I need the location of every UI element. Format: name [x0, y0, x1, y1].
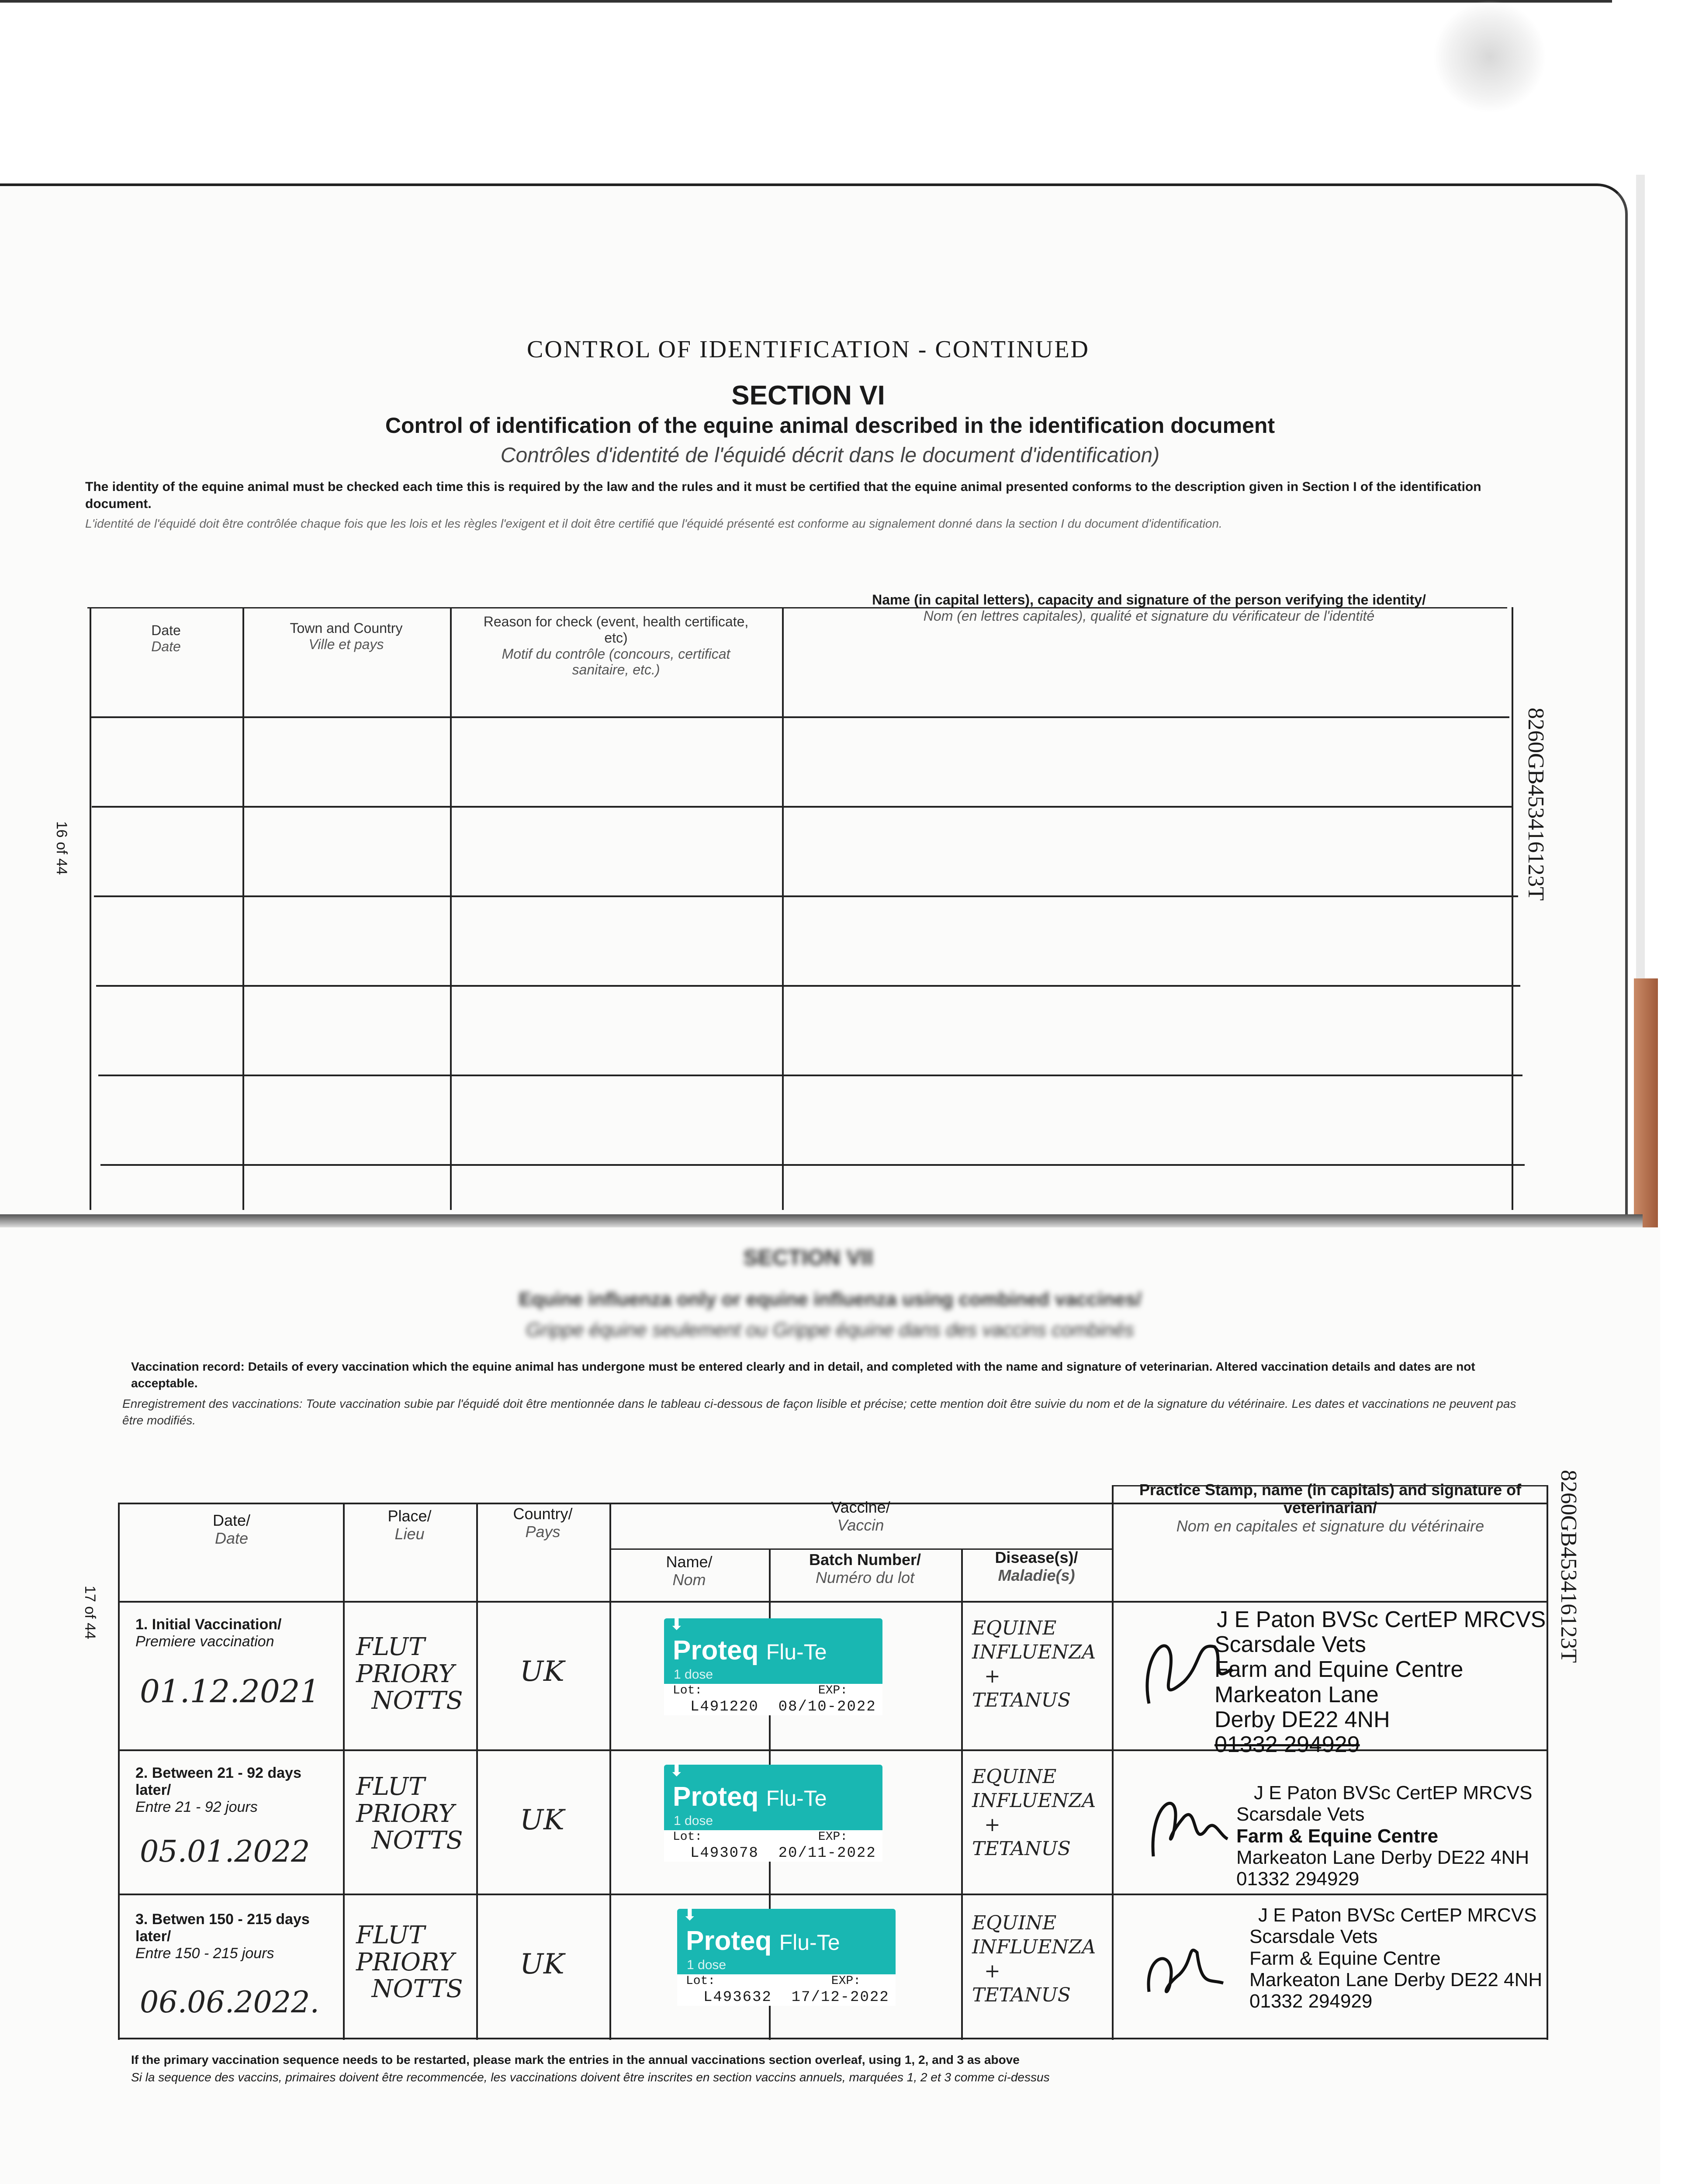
row2-date: 05.01.2022 [140, 1835, 310, 1869]
vaccination-intro-fr: Enregistrement des vaccinations: Toute vaccination subie par l'équidé doit être mentionnée dans le tableau ci-dessous de façon lisible et précise; cette mention doit être suivie du nom et de la signature du vétérinaire. Les dates et vaccinations ne peuvent pas être modifiés. [122, 1397, 1516, 1427]
section-subtitle-fr: Contrôles d'identité de l'équidé décrit dans le document d'identification) [500, 444, 1160, 467]
row1-vet-stamp: J E Paton BVSc CertEP MRCVS Scarsdale Vets Farm and Equine Centre Markeaton Lane Derby DE22 4NH 01332 294929 [1214, 1607, 1546, 1757]
row2-vaccine-sticker: ⬇ Proteq Flu-Te 1 dose Lot: EXP: L493078 20/11-2022 [664, 1765, 882, 1862]
col-name-header: Name/ Nom [666, 1553, 713, 1589]
scan-smudge [1433, 0, 1547, 114]
row1-label: 1. Initial Vaccination/ Premiere vaccination [135, 1616, 282, 1650]
col-town-header: Town and Country Ville et pays [290, 620, 403, 652]
row2-country: UK [520, 1804, 564, 1836]
row3-lot: L493632 [703, 1989, 772, 2006]
intro-text-fr: L'identité de l'équidé doit être contrôlée chaque fois que les lois et les règles l'exigent et il doit être certifié que l'équidé présenté est conforme au signalement donné dans la section I du document d'identification. [85, 517, 1222, 530]
row3-place: FLUT PRIORY NOTTS [356, 1921, 463, 2004]
page-border [0, 0, 1612, 3]
row2-disease: EQUINE INFLUENZA + TETANUS [972, 1766, 1096, 1860]
doc-id-bottom: 8260GB453416123T [1556, 1470, 1581, 1663]
section-vii-subtitle: Equine influenza only or equine influenza using combined vaccines/ [519, 1289, 1142, 1310]
col-stamp-header: Practice Stamp, name (in capitals) and signature of veterinarian/ Nom en capitales et signature du vétérinaire [1139, 1481, 1522, 1535]
section-subtitle: Control of identification of the equine animal described in the identification document [385, 413, 1275, 438]
row3-disease: EQUINE INFLUENZA + TETANUS [972, 1912, 1096, 2006]
page-edge [1636, 175, 1645, 978]
row2-vet-stamp: J E Paton BVSc CertEP MRCVS Scarsdale Vets Farm & Equine Centre Markeaton Lane Derby DE22 4NH 01332 294929 [1236, 1782, 1533, 1890]
row1-vaccine-sticker: ⬇ Proteq Flu-Te 1 dose Lot: EXP: L491220 08/10-2022 [664, 1618, 882, 1715]
row1-exp: 08/10-2022 [778, 1699, 876, 1715]
col-disease-header: Disease(s)/ Maladie(s) [995, 1548, 1078, 1585]
section-vii-subtitle-fr: Grippe équine seulement ou Grippe équine dans des vaccins combinés [526, 1319, 1134, 1341]
row1-date: 01.12.2021 [140, 1673, 320, 1710]
row3-exp: 17/12-2022 [791, 1989, 889, 2006]
col-date-header-v: Date/ Date [212, 1511, 251, 1548]
col-verifier-header: Name (in capital letters), capacity and signature of the person verifying the identity/ Nom (en lettres capitales), qualité et signature du vérificateur de l'identité [872, 592, 1426, 624]
col-reason-header: Reason for check (event, health certificate, etc) Motif du contrôle (concours, certificat sanitaire, etc.) [483, 614, 749, 678]
intro-text: The identity of the equine animal must be checked each time this is required by the law and the rules and it must be certified that the equine animal presented conforms to the description given in Section I of the identification document. [85, 480, 1481, 511]
row2-signature [1131, 1769, 1236, 1874]
row2-label: 2. Between 21 - 92 days later/ Entre 21 - 92 jours [135, 1765, 301, 1816]
vaccination-intro: Vaccination record: Details of every vaccination which the equine animal has undergone must be entered clearly and in detail, and completed with the name and signature of veterinarian. Altered vaccination details and dates are not acceptable. [131, 1360, 1475, 1390]
row3-label: 3. Betwen 150 - 215 days later/ Entre 150 - 215 jours [135, 1911, 310, 1962]
row3-date: 06.06.2022. [140, 1985, 319, 2020]
row1-lot: L491220 [690, 1699, 759, 1715]
restart-note: If the primary vaccination sequence needs to be restarted, please mark the entries in the annual vaccinations section overleaf, using 1, 2, and 3 as above [131, 2053, 1020, 2067]
section-vii-title: SECTION VII [743, 1245, 873, 1270]
row3-signature [1136, 1926, 1241, 2014]
col-date-header: Date Date [151, 622, 181, 654]
row3-vet-stamp: J E Paton BVSc CertEP MRCVS Scarsdale Vets Farm & Equine Centre Markeaton Lane Derby DE22 4NH 01332 294929 [1249, 1904, 1543, 2012]
row2-lot: L493078 [690, 1845, 759, 1862]
page-number-17: 17 of 44 [82, 1586, 98, 1639]
col-place-header: Place/ Lieu [388, 1507, 432, 1543]
binder-fold [0, 1214, 1643, 1227]
restart-note-fr: Si la sequence des vaccins, primaires doivent être recommencée, les vaccinations doivent être inscrites en section vaccins annuels, marquées 1, 2 et 3 comme ci-dessus [131, 2070, 1050, 2084]
row3-country: UK [520, 1948, 564, 1980]
col-vaccine-header: Vaccine/ Vaccin [831, 1498, 890, 1534]
section-header: CONTROL OF IDENTIFICATION - CONTINUED [527, 336, 1090, 363]
row1-disease: EQUINE INFLUENZA + TETANUS [972, 1617, 1096, 1711]
col-country-header: Country/ Pays [513, 1505, 573, 1541]
col-batch-header: Batch Number/ Numéro du lot [809, 1551, 921, 1587]
row1-place: FLUT PRIORY NOTTS [356, 1633, 463, 1715]
row2-exp: 20/11-2022 [778, 1845, 876, 1862]
section-title: SECTION VI [731, 380, 885, 411]
row1-country: UK [520, 1655, 564, 1688]
row3-vaccine-sticker: ⬇ Proteq Flu-Te 1 dose Lot: EXP: L493632 17/12-2022 [677, 1909, 896, 2006]
page-number-16: 16 of 44 [53, 821, 70, 875]
doc-id-top: 8260GB453416123T [1523, 708, 1548, 901]
row2-place: FLUT PRIORY NOTTS [356, 1773, 463, 1855]
